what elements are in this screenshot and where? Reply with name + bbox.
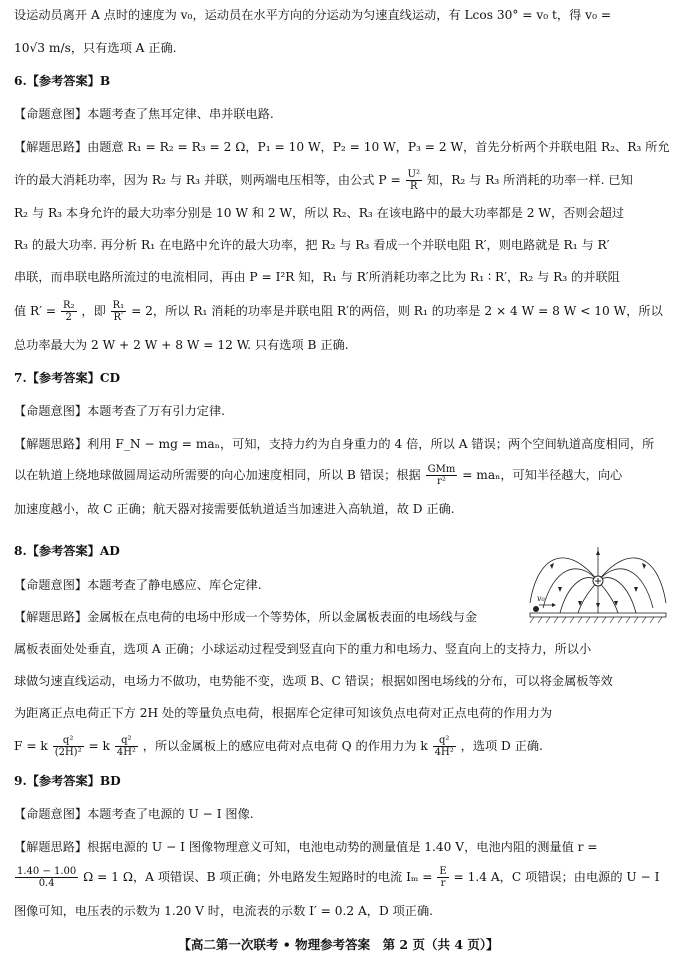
- fraction: $\frac{\text{U²}}{R}$: [407, 169, 420, 192]
- q6-solution-line: R₂ 与 R₃ 本身允许的最大功率分别是 10 W 和 2 W，所以 R₂、R₃ 在该电路中的最大功率都是 2 W，否则会超过: [14, 206, 625, 220]
- q6-intent: 【命题意图】本题考查了焦耳定律、串并联电路.: [14, 107, 274, 121]
- fraction: $\frac{\text{q²}}{\text{4H²}}$: [434, 735, 454, 758]
- q6-solution-line: 许的最大消耗功率，因为 R₂ 与 R₃ 并联，则两端电压相等，由公式 P = $\frac{\text{U²}}{R}$ 知，R₂ 与 R₃ 所消耗的功率一样. 已知: [14, 169, 633, 192]
- q6-solution-line: 串联，而串联电路所流过的电流相同，再由 P = I²R 知，R₁ 与 R′所消耗功率之比为 R₁ ∶ R′，R₂ 与 R₃ 的并联阻: [14, 270, 620, 284]
- field-line: [598, 558, 666, 603]
- q6-solution-line: R₃ 的最大功率. 再分析 R₁ 在电路中允许的最大功率，把 R₂ 与 R₃ 看成一个并联电阻 R′，则电路就是 R₁ 与 R′: [14, 238, 610, 252]
- q7-solution-line: 以在轨道上绕地球做圆周运动所需要的向心加速度相同，所以 B 错误；根据 $\frac{\text{GMm}}{\text{r²}}$ = maₙ，可知半径越大，向心: [14, 464, 623, 487]
- fraction: $\frac{\text{GMm}}{\text{r²}}$: [427, 464, 456, 487]
- q7-answer: 7.【参考答案】CD: [14, 371, 121, 385]
- fraction: $\frac{\text{R₁}}{R'}$: [112, 300, 125, 323]
- text-line: 设运动员离开 A 点时的速度为 v₀，运动员在水平方向的分运动为匀速直线运动，有 Lcos 30° = v₀ t，得 v₀ =: [14, 8, 612, 22]
- q9-solution-line: 图像可知，电压表的示数为 1.20 V 时，电流表的示数 I′ = 0.2 A，D 项正确.: [14, 904, 434, 918]
- field-line: [598, 569, 653, 608]
- field-line: [560, 578, 598, 613]
- fraction: $\frac{E}{r}$: [439, 866, 447, 889]
- field-line: [598, 581, 618, 613]
- electric-field-figure: [528, 543, 668, 633]
- q7-solution-line: 加速度越小，故 C 正确；航天器对接需要低轨道适当加速进入高轨道，故 D 正确.: [14, 502, 455, 516]
- q9-intent: 【命题意图】本题考查了电源的 U − I 图像.: [14, 807, 254, 821]
- q8-solution-line: 球做匀速直线运动，电场力不做功，电势能不变，选项 B、C 错误；根据如图电场线的分布，可以将金属板等效: [14, 674, 613, 688]
- page-footer: 【高二第一次联考 • 物理参考答案 第 2 页（共 4 页）】: [178, 937, 499, 952]
- q8-answer: 8.【参考答案】AD: [14, 544, 120, 558]
- fraction: $\frac{\text{R₂}}{2}$: [62, 300, 75, 323]
- q6-answer: 6.【参考答案】B: [14, 74, 111, 88]
- fraction: $\frac{1.40 - 1.00}{0.4}$: [17, 866, 77, 889]
- q9-solution-line: 【解题思路】根据电源的 U − I 图像物理意义可知，电池电动势的测量值是 1.40 V，电池内阻的测量值 r =: [14, 840, 598, 854]
- q7-intent: 【命题意图】本题考查了万有引力定律.: [14, 404, 226, 418]
- plate-hatching: [530, 617, 662, 623]
- q8-solution-line: 【解题思路】金属板在点电荷的电场中形成一个等势体，所以金属板表面的电场线与金: [14, 610, 478, 624]
- q7-solution-line: 【解题思路】利用 F_N − mg = maₙ，可知，支持力约为自身重力的 4 倍，所以 A 错误；两个空间轨道高度相同，所: [14, 437, 655, 451]
- metal-plate: [530, 613, 666, 617]
- field-line: [543, 569, 598, 608]
- q6-solution-line: 总功率最大为 2 W + 2 W + 8 W = 12 W. 只有选项 B 正确.: [14, 338, 349, 352]
- field-line: [598, 578, 636, 613]
- q9-answer: 9.【参考答案】BD: [14, 774, 121, 788]
- fraction: $\frac{\text{q²}}{\text{(2H)²}}$: [54, 735, 82, 758]
- q8-solution-line: F = k $\frac{\text{q²}}{\text{(2H)²}}$ = k $\frac{\text{q²}}{\text{4H²}}$ ，所以金属板上的感应电荷对点电荷 Q 的作用力为 k $\frac{\text{q²}}{\text{4H²}}$ ，选项 D 正确.: [14, 735, 543, 758]
- q8-solution-line: 为距离正点电荷正下方 2H 处的等量负点电荷，根据库仑定律可知该负点电荷对正点电荷的作用力为: [14, 706, 553, 720]
- q8-intent: 【命题意图】本题考查了静电感应、库仑定律.: [14, 578, 262, 592]
- text-line: 10√3 m/s，只有选项 A 正确.: [14, 41, 177, 55]
- small-ball: [533, 606, 539, 612]
- q8-solution-line: 属板表面处处垂直，选项 A 正确；小球运动过程受到竖直向下的重力和电场力、竖直向上的支持力，所以小: [14, 642, 592, 656]
- q9-solution-line: $\frac{1.40 - 1.00}{0.4}$ Ω = 1 Ω，A 项错误、B 项正确；外电路发生短路时的电流 Iₘ = $\frac{E}{r}$ = 1.4 A，C 项错误；由电源的 U − I: [17, 866, 660, 889]
- field-line: [578, 581, 598, 613]
- fraction: $\frac{\text{q²}}{\text{4H²}}$: [116, 735, 136, 758]
- q6-solution-line: 值 R′ = $\frac{\text{R₂}}{2}$ ，即 $\frac{\text{R₁}}{R'}$ = 2，所以 R₁ 消耗的功率是并联电阻 R′的两倍，则 R₁ 的功率是 2 × 4 W = 8 W < 10 W，所以: [14, 300, 663, 323]
- velocity-label: v₀: [537, 594, 545, 603]
- q6-solution-line: 【解题思路】由题意 R₁ = R₂ = R₃ = 2 Ω，P₁ = 10 W，P₂ = 10 W，P₃ = 2 W，首先分析两个并联电阻 R₂、R₃ 所允: [14, 140, 670, 154]
